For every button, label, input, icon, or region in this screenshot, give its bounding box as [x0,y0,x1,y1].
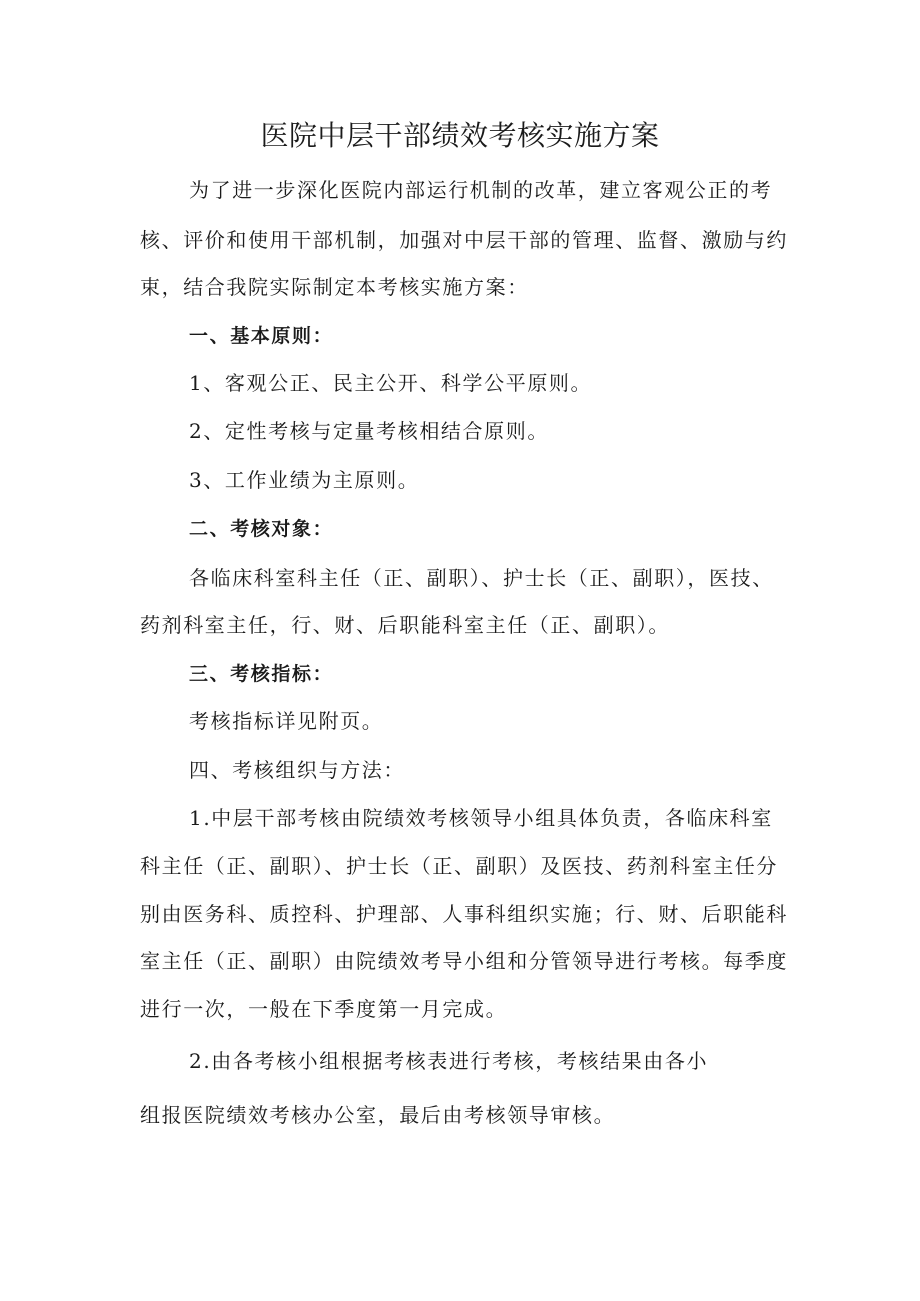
intro-line-3: 束，结合我院实际制定本考核实施方案： [140,275,529,299]
section-1-heading: 一、基本原则： [189,325,334,347]
principle-item-3: 3、工作业绩为主原则。 [189,468,420,492]
section-4-heading: 四、考核组织与方法： [189,758,405,782]
method-item-1-line-5: 进行一次，一般在下季度第一月完成。 [140,997,508,1021]
target-line-1: 各临床科室科主任（正、副职）、护士长（正、副职），医技、 [189,566,774,590]
method-item-1-line-4: 室主任（正、副职）由院绩效考导小组和分管领导进行考核。每季度 [140,949,788,973]
intro-line-2: 核、评价和使用干部机制，加强对中层干部的管理、监督、激励与约 [140,228,788,252]
section-3-heading: 三、考核指标： [189,663,334,685]
indicator-text: 考核指标详见附页。 [189,709,384,733]
method-item-1-line-3: 别由医务科、质控科、护理部、人事科组织实施；行、财、后职能科 [140,902,788,926]
intro-line-1: 为了进一步深化医院内部运行机制的改革，建立客观公正的考 [189,178,773,202]
method-item-2-line-1: 2.由各考核小组根据考核表进行考核，考核结果由各小 [189,1049,709,1073]
section-2-heading: 二、考核对象： [189,518,334,540]
principle-item-1: 1、客观公正、民主公开、科学公平原则。 [189,371,593,395]
method-item-1-line-1: 1.中层干部考核由院绩效考核领导小组具体负责，各临床科室 [189,806,773,830]
document-title: 医院中层干部绩效考核实施方案 [260,119,660,152]
target-line-2: 药剂科室主任，行、财、后职能科室主任（正、副职）。 [140,613,670,637]
method-item-2-line-2: 组报医院绩效考核办公室，最后由考核领导审核。 [140,1103,616,1127]
principle-item-2: 2、定性考核与定量考核相结合原则。 [189,419,549,443]
method-item-1-line-2: 科主任（正、副职）、护士长（正、副职）及医技、药剂科室主任分 [140,854,778,878]
